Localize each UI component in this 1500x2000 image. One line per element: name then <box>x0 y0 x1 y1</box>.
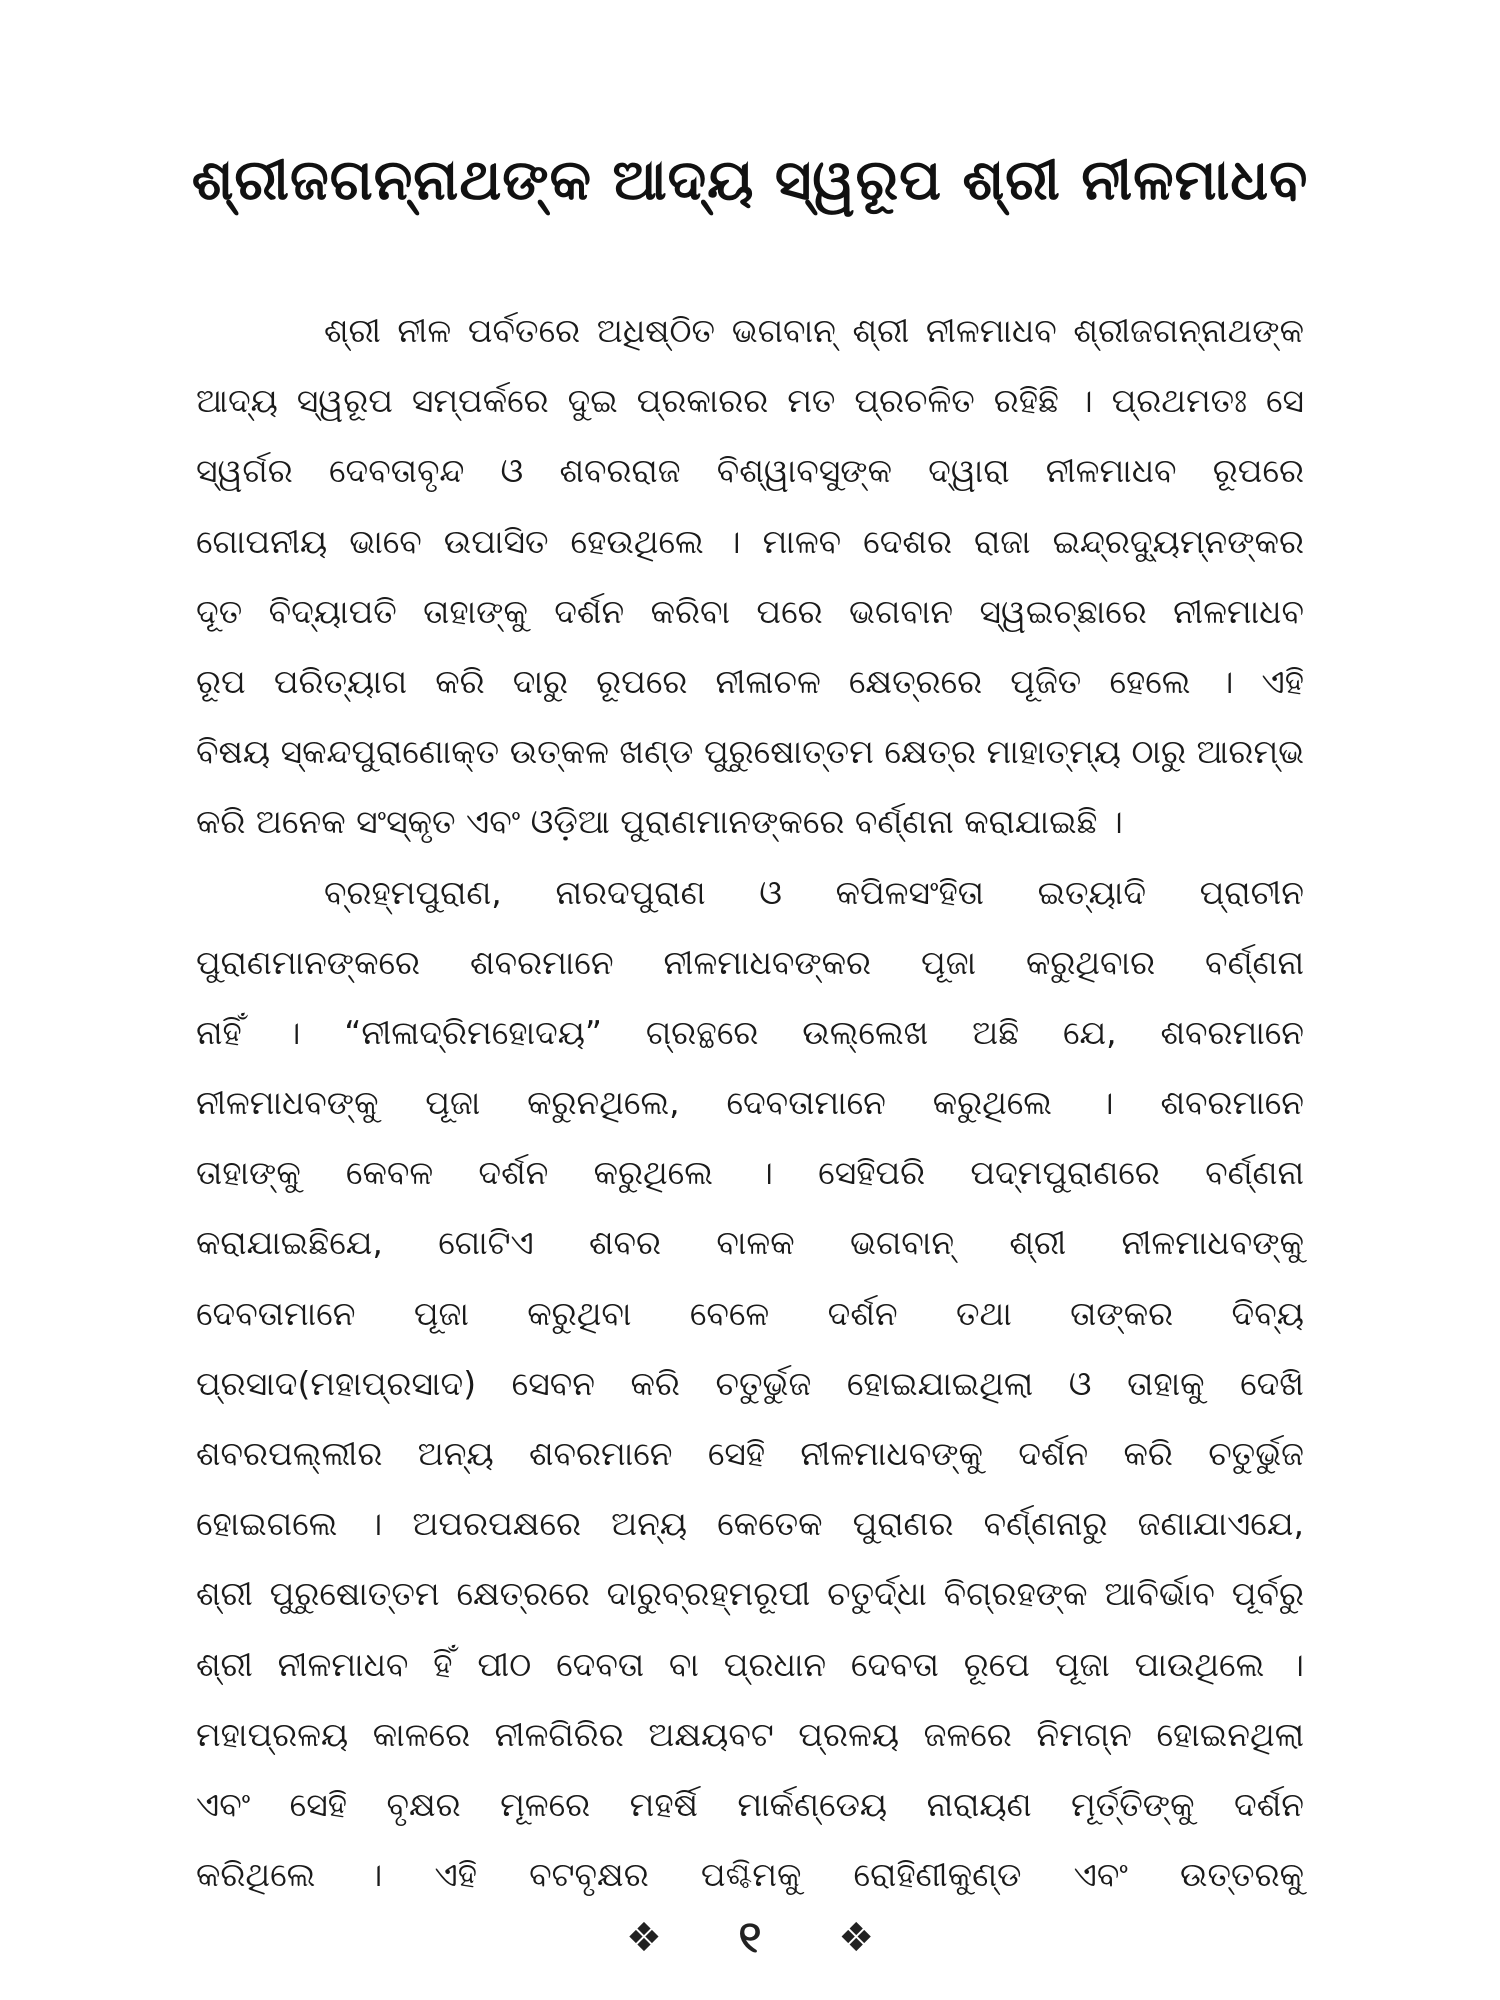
paragraph-line: ମହାପ୍ରଳୟ କାଳରେ ନୀଳଗିରିର ଅକ୍ଷୟବଟ ପ୍ରଳୟ ଜଳରେ ନିମଗ୍ନ ହୋଇନଥିଲା <box>196 1714 1304 1754</box>
paragraph-line: ଆଦ୍ୟ ସ୍ୱରୂପ ସମ୍ପର୍କରେ ଦୁଇ ପ୍ରକାରର ମତ ପ୍ରଚଳିତ ରହିଛି । ପ୍ରଥମତଃ ସେ <box>196 381 1304 421</box>
paragraph-line: ବିଷୟ ସ୍କନ୍ଦପୁରାଣୋକ୍ତ ଉତ୍କଳ ଖଣ୍ଡ ପୁରୁଷୋତ୍ତମ କ୍ଷେତ୍ର ମାହାତ୍ମ୍ୟ ଠାରୁ ଆରମ୍ଭ <box>196 732 1305 772</box>
paragraph-line: ନାହିଁ । “ନୀଳାଦ୍ରିମହୋଦୟ” ଗ୍ରନ୍ଥରେ ଉଲ୍ଲେଖ ଅଛି ଯେ, ଶବରମାନେ <box>196 1012 1304 1052</box>
paragraph-line: ନୀଳମାଧବଙ୍କୁ ପୂଜା କରୁନଥିଲେ, ଦେବତାମାନେ କରୁଥିଲେ । ଶବରମାନେ <box>196 1083 1304 1123</box>
body-text <box>196 296 1304 1910</box>
paragraph-line: ପ୍ରସାଦ(ମହାପ୍ରସାଦ) ସେବନ କରି ଚତୁର୍ଭୁଜ ହୋଇଯାଇଥିଲା ଓ ତାହାକୁ ଦେଖି <box>196 1363 1304 1403</box>
paragraph-line: ପୁରାଣମାନଙ୍କରେ ଶବରମାନେ ନୀଳମାଧବଙ୍କର ପୂଜା କରୁଥିବାର ବର୍ଣ୍ଣନା <box>196 942 1304 982</box>
paragraph-line: ଶବରପଲ୍ଲୀର ଅନ୍ୟ ଶବରମାନେ ସେହି ନୀଳମାଧବଙ୍କୁ ଦର୍ଶନ କରି ଚତୁର୍ଭୁଜ <box>196 1434 1304 1473</box>
paragraph-line: କରି ଅନେକ ସଂସ୍କୃତ ଏବଂ ଓଡ଼ିଆ ପୁରାଣମାନଙ୍କରେ ବର୍ଣ୍ଣନା କରାଯାଇଛି । <box>196 802 1123 842</box>
paragraph-line: ଗୋପନୀୟ ଭାବେ ଉପାସିତ ହେଉଥିଲେ । ମାଳବ ଦେଶର ରାଜା ଇନ୍ଦ୍ରଦ୍ୟୁମ୍ନଙ୍କର <box>196 521 1304 561</box>
ornament-icon: ❖ <box>625 1914 662 1961</box>
paragraph-line: ଶ୍ରୀ ନୀଳମାଧବ ହିଁ ପୀଠ ଦେବତା ବା ପ୍ରଧାନ ଦେବତା ରୂପେ ପୂଜା ପାଉଥିଲେ । <box>196 1644 1304 1684</box>
page-number: ୧ <box>738 1912 762 1963</box>
page-title: ଶ୍ରୀଜଗନ୍ନାଥଙ୍କ ଆଦ୍ୟ ସ୍ୱରୂପ ଶ୍ରୀ ନୀଳମାଧବ <box>191 148 1309 213</box>
paragraph-line: ବ୍ରହ୍ମପୁରାଣ, ନାରଦପୁରାଣ ଓ କପିଳସଂହିତା ଇତ୍ୟାଦି ପ୍ରାଚୀନ <box>324 872 1304 912</box>
paragraph-line: ହୋଇଗଲେ । ଅପରପକ୍ଷରେ ଅନ୍ୟ କେତେକ ପୁରାଣର ବର୍ଣ୍ଣନାରୁ ଜଣାଯାଏଯେ, <box>196 1504 1304 1544</box>
paragraph-line: ରୂପ ପରିତ୍ୟାଗ କରି ଦାରୁ ରୂପରେ ନୀଳାଚଳ କ୍ଷେତ୍ରରେ ପୂଜିତ ହେଲେ । ଏହି <box>196 661 1304 701</box>
page-footer <box>0 1912 1500 1963</box>
paragraph-line: ତାହାଙ୍କୁ କେବଳ ଦର୍ଶନ କରୁଥିଲେ । ସେହିପରି ପଦ୍ମପୁରାଣରେ ବର୍ଣ୍ଣନା <box>196 1153 1304 1193</box>
ornament-icon: ❖ <box>838 1914 875 1961</box>
paragraph-line: ଦୂତ ବିଦ୍ୟାପତି ତାହାଙ୍କୁ ଦର୍ଶନ କରିବା ପରେ ଭଗବାନ ସ୍ୱଇଚ୍ଛାରେ ନୀଳମାଧବ <box>196 591 1304 631</box>
paragraph-line: ଦେବତାମାନେ ପୂଜା କରୁଥିବା ବେଳେ ଦର୍ଶନ ତଥା ତାଙ୍କର ଦିବ୍ୟ <box>196 1293 1304 1333</box>
paragraph-line: ଶ୍ରୀ ନୀଳ ପର୍ବତରେ ଅଧିଷ୍ଠିତ ଭଗବାନ୍ ଶ୍ରୀ ନୀଳମାଧବ ଶ୍ରୀଜଗନ୍ନାଥଙ୍କ <box>324 311 1304 350</box>
paragraph-line: କରିଥିଲେ । ଏହି ବଟବୃକ୍ଷର ପଶ୍ଚିମକୁ ରୋହିଣୀକୁଣ୍ଡ ଏବଂ ଉତ୍ତରକୁ <box>196 1855 1304 1895</box>
paragraph-line: ସ୍ୱର୍ଗର ଦେବତାବୃନ୍ଦ ଓ ଶବରରାଜ ବିଶ୍ୱାବସୁଙ୍କ ଦ୍ୱାରା ନୀଳମାଧବ ରୂପରେ <box>196 451 1304 491</box>
paragraph-line: କରାଯାଇଛିଯେ, ଗୋଟିଏ ଶବର ବାଳକ ଭଗବାନ୍ ଶ୍ରୀ ନୀଳମାଧବଙ୍କୁ <box>196 1223 1304 1263</box>
paragraph-line: ଏବଂ ସେହି ବୃକ୍ଷର ମୂଳରେ ମହର୍ଷି ମାର୍କଣ୍ଡେୟ ନାରାୟଣ ମୂର୍ତ୍ତିଙ୍କୁ ଦର୍ଶନ <box>196 1784 1304 1824</box>
paragraph-line: ଶ୍ରୀ ପୁରୁଷୋତ୍ତମ କ୍ଷେତ୍ରରେ ଦାରୁବ୍ରହ୍ମରୂପୀ ଚତୁର୍ଦ୍ଧା ବିଗ୍ରହଙ୍କ ଆବିର୍ଭାବ ପୂର୍ବରୁ <box>196 1574 1304 1614</box>
